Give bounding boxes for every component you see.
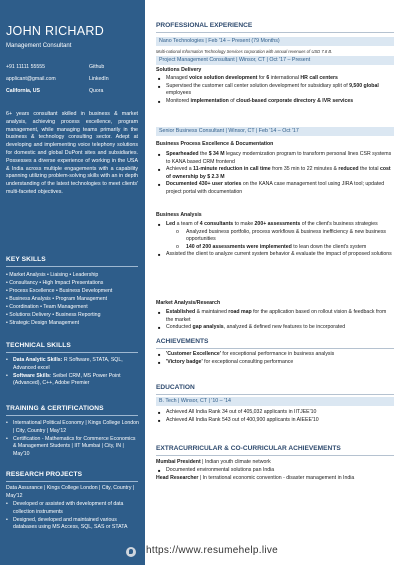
divider bbox=[156, 348, 394, 349]
skill-line: • Strategic Design Management bbox=[6, 320, 80, 326]
extracurricular-line: Mumbai President | Indian youth climate network bbox=[156, 459, 271, 465]
subsection-title: Market Analysis/Research bbox=[156, 300, 221, 306]
subsection-title: Business Analysis bbox=[156, 212, 202, 218]
list-item: ■ Achieved All India Rank 543 out of 400,900 applicants in AIEEE'10 bbox=[156, 417, 394, 425]
sub-list-item: o 140 of 200 assessments were implemented to lean down the client's system bbox=[166, 244, 394, 252]
divider bbox=[6, 266, 138, 267]
job1-bullets bbox=[156, 75, 394, 105]
contact-block bbox=[6, 64, 140, 100]
skill-label: Data Analytic Skills: bbox=[13, 357, 63, 363]
contact-row bbox=[6, 64, 140, 76]
education-list bbox=[156, 409, 394, 424]
company-description: Multi-national Information Technology Services corporation with annual revenues of USD 7.8 B. bbox=[156, 49, 333, 54]
footer bbox=[120, 544, 380, 560]
email-link[interactable]: applicant@gmail.com bbox=[6, 76, 56, 82]
skill-line: • Market Analysis • Liaising • Leadership bbox=[6, 272, 99, 278]
subsection-title: Solutions Delivery bbox=[156, 67, 202, 73]
list-item: ■ Conducted gap analysis, analyzed & defined new features to be incorporated bbox=[156, 324, 394, 332]
list-item: ■ Documented 430+ user stories on the KANA case management tool using JIRA tool; updated project portal with documentation bbox=[156, 181, 394, 196]
job2-bullets bbox=[156, 151, 394, 196]
main-content bbox=[152, 0, 396, 565]
research-list bbox=[6, 501, 140, 532]
skill-text: R Software, STATA, SQL, Advanced excel bbox=[13, 357, 123, 371]
contact-row bbox=[6, 88, 140, 100]
skill-line: • Business Analysis • Program Management bbox=[6, 296, 108, 302]
list-item: ■ 'Customer Excellence' for exceptional performance in business analysis bbox=[156, 351, 394, 359]
list-item: ■ Spearheaded the $ 34 M legacy modernization program to transform personal lines CSR systems to KANA based CRM frontend bbox=[156, 151, 394, 166]
education-bar: B. Tech | Winsor, CT | '10 – '14 bbox=[156, 397, 394, 406]
list-item: ■ Managed voice solution development for 6 international HR call centers bbox=[156, 75, 394, 83]
linkedin-link[interactable]: LinkedIn bbox=[89, 76, 109, 82]
list-item: ■ Assisted the client to analyze current system behavior & evaluate the impact of proposed solutions bbox=[156, 251, 394, 259]
divider bbox=[6, 415, 138, 416]
research-heading: RESEARCH PROJECTS bbox=[6, 471, 83, 478]
phone-text: +91 11111 55555 bbox=[6, 64, 45, 70]
divider bbox=[156, 394, 394, 395]
divider bbox=[6, 352, 138, 353]
list-item: • International Political Economy | Kings College London | City, Country | May'12 bbox=[6, 420, 140, 436]
location-pin-icon bbox=[126, 547, 136, 557]
list-item: ■ Established & maintained road map for the application based on rollout vision & feedback from the market bbox=[156, 309, 394, 324]
experience-heading: PROFESSIONAL EXPERIENCE bbox=[156, 22, 253, 29]
key-skills-heading: KEY SKILLS bbox=[6, 256, 46, 263]
education-heading: EDUCATION bbox=[156, 384, 195, 391]
candidate-title: Management Consultant bbox=[6, 43, 72, 49]
quora-link[interactable]: Quora bbox=[89, 88, 104, 94]
market-bullets bbox=[156, 309, 394, 332]
list-item: ■ Supervised the customer call center solution development for subsidiary split of 9,500 global employees bbox=[156, 83, 394, 98]
skill-line: • Coordination • Team Management bbox=[6, 304, 88, 310]
list-item: • Designed, developed and maintained various databases using MS Access, SQL, SAS or STATA bbox=[6, 517, 140, 533]
list-item bbox=[6, 373, 140, 389]
achievements-heading: ACHIEVEMENTS bbox=[156, 338, 209, 345]
technical-skills-list bbox=[6, 357, 140, 388]
extracurricular-line: Head Researcher | In terrational economic convention - disaster management in India bbox=[156, 475, 355, 481]
list-item: ■ Achieved a 11-minute reduction in call time from 35 min to 22 minutes & reduced the total cost of ownership by $ 2.3 M bbox=[156, 166, 394, 181]
list-item: ■ Led a team of 4 consultants to make 200+ assessments of the client's business strategies o Analyzed business portfolio, process workflows & business inefficiency & new business opportunities o 140 of 200 assessments were implemented to lean down the client's system bbox=[156, 221, 394, 251]
sub-list-item: o Analyzed business portfolio, process workflows & business inefficiency & new business opportunities bbox=[166, 229, 394, 244]
job-bar: Nano Technologies | Feb '14 – Present (79 Months) bbox=[156, 37, 394, 46]
candidate-name: JOHN RICHARD bbox=[6, 24, 105, 38]
analysis-bullets bbox=[156, 221, 394, 259]
website-link[interactable]: https://www.resumehelp.live bbox=[146, 545, 279, 556]
list-item: ■ Documented environmental solutions pan India bbox=[156, 467, 394, 475]
skill-line: • Process Excellence • Business Development bbox=[6, 288, 113, 294]
profile-summary: 6+ years consultant skilled in business & market analysis, achieving process excellence, program management, while managing teams primarily in the business & technology consulting sector. Adept at developing and implementing voice telephony solutions for domestic and global DuPont sites and subsidiaries. Possesses a diverse experience of working in the USA & India across multiple engagements with a capability spanning utilizing problem-solving skills with an in depth understanding of the latest technologies to meet clients' multi-faceted objectives. bbox=[6, 111, 138, 195]
key-skills-list bbox=[6, 271, 140, 327]
list-item: • Certification - Mathematics for Commerce Economics & Management Students | IIT Mumbai | City, IN | May'10 bbox=[6, 436, 140, 459]
subsection-title: Business Process Excellence & Documentation bbox=[156, 141, 274, 147]
list-item: ■ 'Victory badge' for exceptional consulting performance bbox=[156, 359, 394, 367]
list-item: ■ Achieved All India Rank 34 out of 405,032 applicants in IITJEE'10 bbox=[156, 409, 394, 417]
training-list bbox=[6, 420, 140, 459]
technical-skills-heading: TECHNICAL SKILLS bbox=[6, 342, 71, 349]
research-intro: Data Assurance | Kings College London | City, Country | May'12 bbox=[6, 485, 135, 499]
list-item: • Developed or assisted with development of data collection instruments bbox=[6, 501, 140, 517]
skill-line: • Consultancy • High Impact Presentations bbox=[6, 280, 104, 286]
skill-text: : Seibel CRM, MS Power Point (Advanced), C++, Adobe Premier bbox=[13, 372, 121, 387]
github-link[interactable]: Github bbox=[89, 64, 105, 70]
contact-row bbox=[6, 76, 140, 88]
training-heading: TRAINING & CERTIFICATIONS bbox=[6, 405, 104, 412]
divider bbox=[156, 455, 394, 456]
divider bbox=[6, 481, 138, 482]
skill-line: • Solutions Delivery • Business Reporting bbox=[6, 312, 101, 318]
extracurricular-heading: EXTRACURRICULAR & CO-CURRICULAR ACHIEVEMENTS bbox=[156, 445, 341, 452]
extracurricular-list bbox=[156, 467, 394, 475]
sub-list bbox=[166, 229, 394, 252]
list-item: ■ Monitored implementation of cloud-based corporate directory & IVR services bbox=[156, 98, 394, 106]
sidebar bbox=[0, 0, 145, 565]
achievements-list bbox=[156, 351, 394, 366]
list-item bbox=[6, 357, 140, 373]
divider bbox=[156, 32, 394, 33]
location-text: California, US bbox=[6, 88, 41, 94]
skill-label: Software Skills bbox=[13, 372, 50, 379]
sub-job-bar: Project Management Consultant | Winsor, CT | Oct '17 – Present bbox=[156, 56, 394, 65]
job-bar: Senior Business Consultant | Winsor, CT | Feb '14 – Oct '17 bbox=[156, 127, 394, 136]
